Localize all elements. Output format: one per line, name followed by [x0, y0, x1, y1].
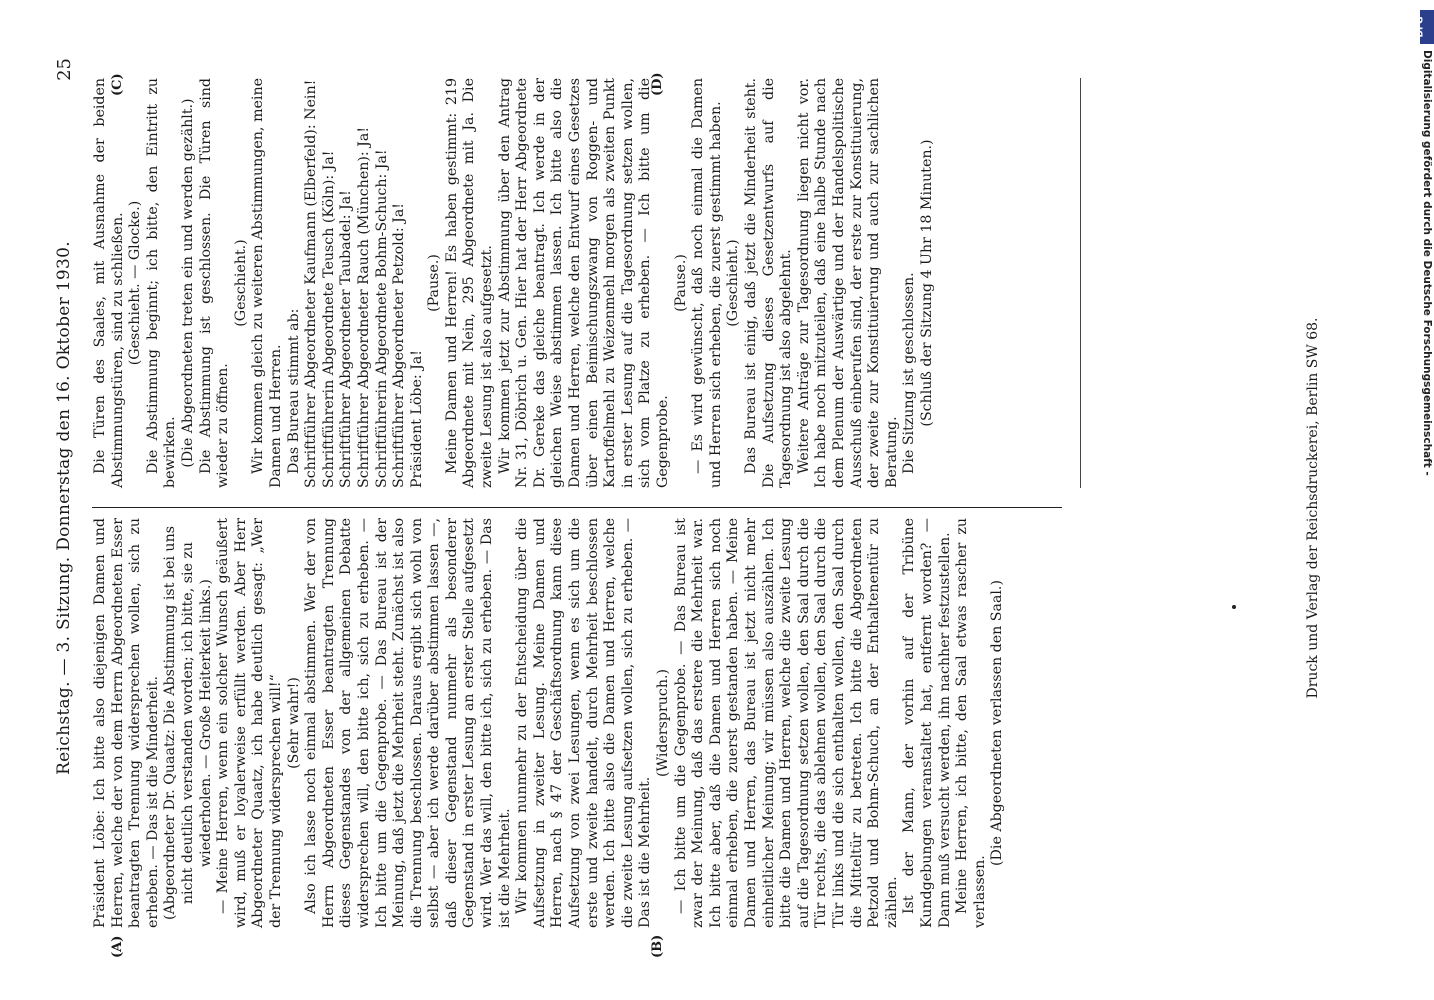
paragraph: Also ich lasse noch einmal abstimmen. Wer der von Herrn Abgeordneten Esser beantragten Trennung dieses Gegenstandes von der allgemeinen Debatte widersprechen will, den bitte ich, sich zu erheben. — Ich bitte um die Gegenprobe. — Das Bureau ist der Meinung, daß jetzt die Mehrheit steht. Zunächst ist also die Trennung beschlossen. Daraus ergibt sich wohl von selbst — aber ich werde darüber abstimmen lassen —, daß dieser Gegenstand nunmehr als besonderer Gegenstand in erster Lesung an erster Stelle aufgesetzt wird. Wer das will, den bitte ich, sich zu erheben. — Das ist die Mehrheit.	[303, 518, 513, 928]
interjection: (Die Abgeordneten treten ein und werden gezählt.)	[179, 98, 196, 468]
side-note-text-wrap	[1421, 50, 1434, 990]
vote-line: Präsident Löbe: Ja!	[408, 349, 425, 488]
paragraph: Die Türen des Saales, mit Ausnahme der beiden Abstimmungstüren, sind zu schließen.	[92, 78, 126, 488]
vote-line: Schriftführerin Abgeordnete Bohm-Schuch: Ja!	[373, 149, 390, 488]
digitization-side-note	[1415, 8, 1434, 998]
interjection: (Geschieht. — Glocke.)	[127, 200, 144, 366]
vote-line: Schriftführer Abgeordneter Petzold: Ja!	[391, 203, 408, 488]
side-note-text: Digitalisierung gefördert durch die Deutsche Forschungsgemeinschaft -	[1421, 50, 1433, 476]
paragraph: — Ich bitte um die Gegenprobe. — Das Bureau ist zwar der Meinung, daß das erstere die Mehrheit war. Ich bitte aber, daß die Damen und Herren sich noch einmal erheben, die zuerst gestanden haben. — Meine Damen und Herren, das Bureau ist jetzt nicht mehr einheitlicher Meinung; wir müssen also auszählen. Ich bitte die Damen und Herren, welche die zweite Lesung auf die Tagesordnung setzen wollen, den Saal durch die Tür rechts, die das ablehnen wollen, den Saal durch die Tür links und die sich enthalten wollen, den Saal durch die Mitteltür zu betreten. Ich bitte die Abgeordneten Petzold und Bohm-Schuch, an der Enthaltenentür zu zählen.	[672, 518, 900, 928]
paragraph: Wir kommen nunmehr zu der Entscheidung über die Aufsetzung in zweiter Lesung. Meine Damen und Herren, nach § 47 der Geschäftsordnung kann diese Aufsetzung von zwei Lesungen, wenn es sich um die erste und zweite handelt, durch Mehrheit beschlossen werden. Ich bitte also die Damen und Herren, welche die zweite Lesung aufsetzen wollen, sich zu erheben. — Das ist die Mehrheit.	[514, 518, 654, 928]
dfg-logo-text: DFG	[1415, 16, 1426, 38]
interjection: (Die Abgeordneten verlassen den Saal.)	[989, 580, 1006, 866]
interjection: (Pause.)	[426, 254, 443, 312]
interjection: (Widerspruch.)	[655, 668, 671, 778]
paragraph: Das Bureau stimmt ab:	[285, 308, 302, 474]
ink-dot	[1232, 605, 1236, 609]
paragraph: Ist der Mann, der vorhin auf der Tribüne Kundgebungen veranstaltet hat, entfernt worden? — Dann muß versucht werden, ihn nachher festzustellen.	[901, 518, 953, 928]
page-header	[50, 58, 82, 958]
rotated-document-page	[50, 58, 1340, 958]
paragraph: Die Sitzung ist geschlossen.	[901, 272, 918, 474]
paragraph: Die Abstimmung ist geschlossen. Die Türen sind wieder zu öffnen.	[197, 78, 232, 488]
paragraph: Meine Damen und Herren! Es haben gestimmt: 219 Abgeordnete mit Nein, 295 Abgeordnete mit Ja. Die zweite Lesung ist also aufgesetzt.	[443, 78, 496, 488]
paragraph: Das Bureau ist einig, daß jetzt die Minderheit steht. Die Aufsetzung dieses Gesetzentwurfs auf die Tagesordnung ist also abgelehnt.	[742, 78, 795, 488]
page-number: 25	[54, 58, 75, 81]
margin-mark-d: (D)	[650, 72, 665, 96]
paragraph: — Es wird gewünscht, daß noch einmal die Damen und Herren sich erheben, die zuerst gestimmt haben.	[690, 78, 724, 488]
paragraph: Wir kommen jetzt zur Abstimmung über den Antrag Nr. 31, Döbrich u. Gen. Hier hat der Herr Abgeordnete Dr. Gereke das gleiche beantragt. Ich werde in der gleichen Weise abstimmen lassen. Ich bitte also die Damen und Herren, welche den Entwurf eines Gesetzes über einen Beimischungszwang von Roggen- und Kartoffelmehl zu Weizenmehl morgen als zweiten Punkt in erster Lesung auf die Tagesordnung setzen wollen, sich vom Platze zu erheben. — Ich bitte um die Gegenprobe.	[496, 78, 671, 488]
vote-line: Schriftführerin Abgeordnete Teusch (Köln): Ja!	[320, 150, 337, 488]
paragraph: Die Abstimmung beginnt; ich bitte, den Eintritt zu bewirken.	[144, 78, 179, 488]
imprint-rule	[1080, 78, 1081, 488]
paragraph: — Meine Herren, wenn ein solcher Wunsch geäußert wird, muß er loyalerweise erfüllt werden. Aber Herr Abgeordneter Quaatz, ich habe deutlich gesagt: „Wer der Trennung widersprechen will!“	[215, 518, 284, 928]
vote-line: Schriftführer Abgeordneter Rauch (München): Ja!	[355, 126, 372, 488]
paragraph: Präsident Löbe: Ich bitte also diejenigen Damen und Herren, welche der von dem Herrn Abgeordneten Esser beantragten Trennung widersprechen wollen, sich zu erheben. — Das ist die Minderheit.	[92, 518, 161, 928]
left-column	[92, 518, 1007, 928]
interjection: (Schluß der Sitzung 4 Uhr 18 Minuten.)	[918, 139, 935, 427]
running-title: Reichstag. — 3. Sitzung. Donnerstag den 16. Oktober 1930.	[54, 241, 74, 775]
vote-line: Schriftführer Abgeordneter Kaufmann (Elberfeld): Nein!	[303, 79, 320, 488]
interjection: (Abgeordneter Dr. Quaatz: Die Abstimmung ist bei uns nicht deutlich verstanden worden; ich bitte, sie zu wiederholen. — Große Heiterkeit links.)	[162, 526, 214, 920]
right-column	[92, 78, 937, 488]
margin-mark-b: (B)	[650, 934, 665, 958]
paragraph: Wir kommen gleich zu weiteren Abstimmungen, meine Damen und Herren.	[250, 78, 284, 488]
column-divider	[92, 507, 1062, 508]
vote-line: Schriftführer Abgeordneter Taubadel: Ja!	[338, 190, 355, 488]
interjection: (Pause.)	[672, 254, 689, 312]
paragraph: Weitere Anträge zur Tagesordnung liegen nicht vor. Ich habe noch mitzuteilen, daß eine halbe Stunde nach dem Plenum der Auswärtige und der Handelspolitische Ausschuß einberufen sind, der erste zur Konstituierung, der zweite zur Konstituierung und auch zur sachlichen Beratung.	[795, 78, 900, 488]
interjection: (Geschieht.)	[725, 239, 742, 327]
interjection: (Geschieht.)	[232, 239, 249, 327]
imprint: Druck und Verlag der Reichsdruckerei, Berlin SW 68.	[1305, 317, 1321, 699]
margin-mark-c: (C)	[110, 73, 125, 96]
margin-mark-a: (A)	[110, 935, 125, 958]
dfg-logo-icon	[1415, 10, 1434, 44]
paragraph: Meine Herren, ich bitte, den Saal etwas rascher zu verlassen.	[954, 518, 988, 928]
interjection: (Sehr wahr!)	[285, 677, 302, 769]
